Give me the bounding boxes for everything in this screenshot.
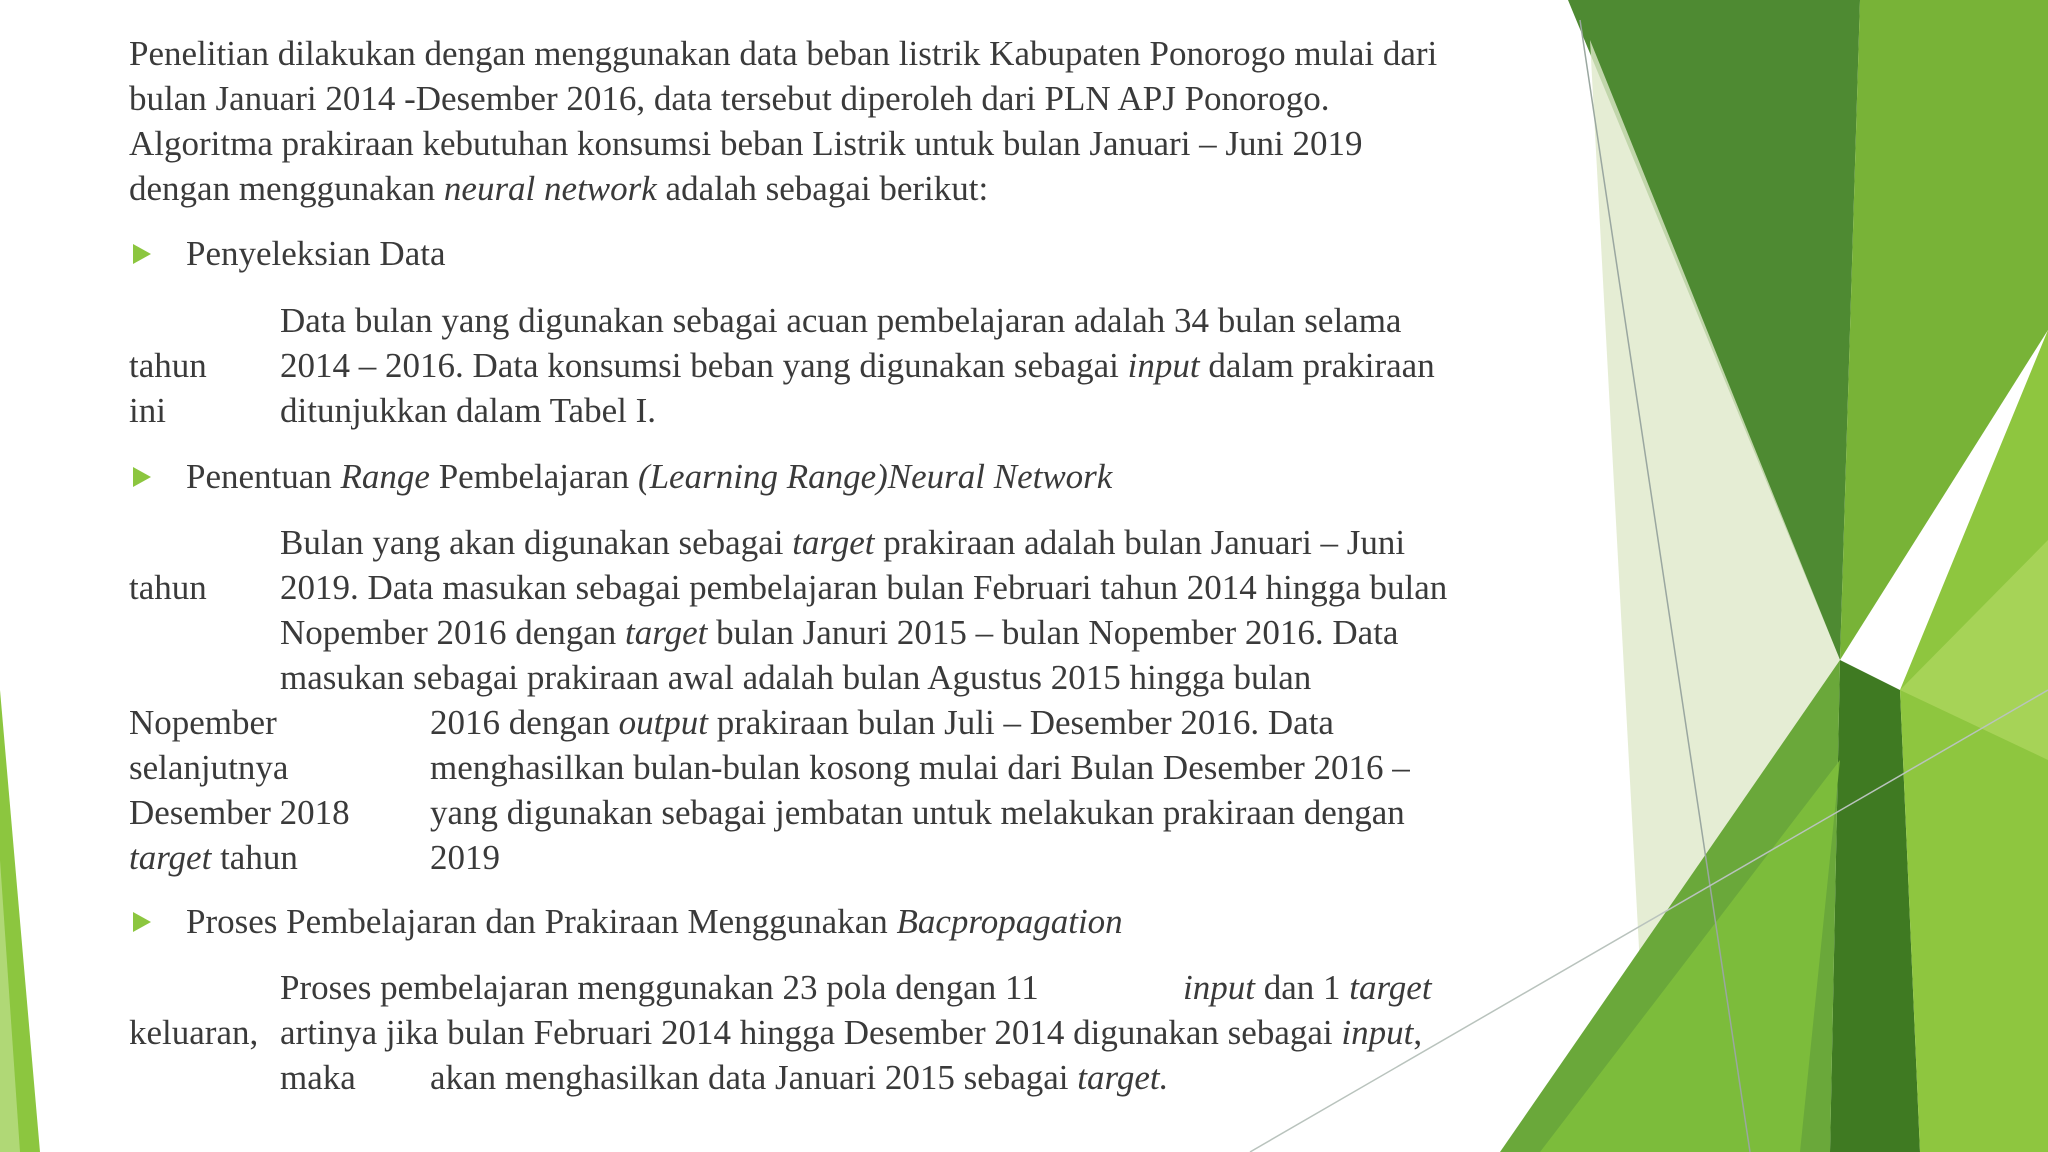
b3-left-2: keluaran, [129,1013,259,1052]
b2-left-8: target tahun [129,838,298,877]
intro-line-4: dengan menggunakan neural network adalah sebagai berikut: [129,169,989,208]
b1-left-2: ini [129,391,166,430]
b3-line-1a: Proses pembelajaran menggunakan 23 pola dengan 11 [280,968,1039,1007]
b2-left-5: Nopember [129,703,277,742]
bullet-3-heading: Proses Pembelajaran dan Prakiraan Menggunakan Bacpropagation [186,902,1123,941]
b2-line-5: 2016 dengan output prakiraan bulan Juli – Desember 2016. Data [430,703,1334,742]
b2-line-6: menghasilkan bulan-bulan kosong mulai dari Bulan Desember 2016 – [430,748,1410,787]
b2-line-8: 2019 [430,838,500,877]
intro-line-3: Algoritma prakiraan kebutuhan konsumsi beban Listrik untuk bulan Januari – Juni 2019 [129,124,1363,163]
b3-line-2: artinya jika bulan Februari 2014 hingga Desember 2014 digunakan sebagai input, [280,1013,1423,1052]
b2-left-7: Desember 2018 [129,793,350,832]
bullet-1-heading: Penyeleksian Data [186,234,446,273]
b1-left-1: tahun [129,346,207,385]
b3-left-3: maka [280,1058,356,1097]
bullet-2-heading: Penentuan Range Pembelajaran (Learning Range)Neural Network [186,457,1113,496]
b2-line-7: yang digunakan sebagai jembatan untuk melakukan prakiraan dengan [430,793,1405,832]
b3-line-3: akan menghasilkan data Januari 2015 sebagai target. [430,1058,1169,1097]
b2-left-1: tahun [129,568,207,607]
b1-line-2: 2014 – 2016. Data konsumsi beban yang digunakan sebagai input dalam prakiraan [280,346,1435,385]
b2-line-3: Nopember 2016 dengan target bulan Januri 2015 – bulan Nopember 2016. Data [280,613,1399,652]
b2-line-2: 2019. Data masukan sebagai pembelajaran bulan Februari tahun 2014 hingga bulan [280,568,1448,607]
intro-line-1: Penelitian dilakukan dengan menggunakan data beban listrik Kabupaten Ponorogo mulai dari [129,34,1438,73]
b1-line-1: Data bulan yang digunakan sebagai acuan pembelajaran adalah 34 bulan selama [280,301,1402,340]
intro-line-2: bulan Januari 2014 -Desember 2016, data tersebut diperoleh dari PLN APJ Ponorogo. [129,79,1330,118]
b3-line-1b: input dan 1 target [1183,968,1432,1007]
b2-left-6: selanjutnya [129,748,289,787]
b2-line-1: Bulan yang akan digunakan sebagai target prakiraan adalah bulan Januari – Juni [280,523,1406,562]
bullet-arrow-icon [133,467,151,487]
bullet-arrow-icon [133,244,151,264]
b1-line-3: ditunjukkan dalam Tabel I. [280,391,656,430]
bullet-arrow-icon [133,912,151,932]
b2-line-4: masukan sebagai prakiraan awal adalah bulan Agustus 2015 hingga bulan [280,658,1312,697]
